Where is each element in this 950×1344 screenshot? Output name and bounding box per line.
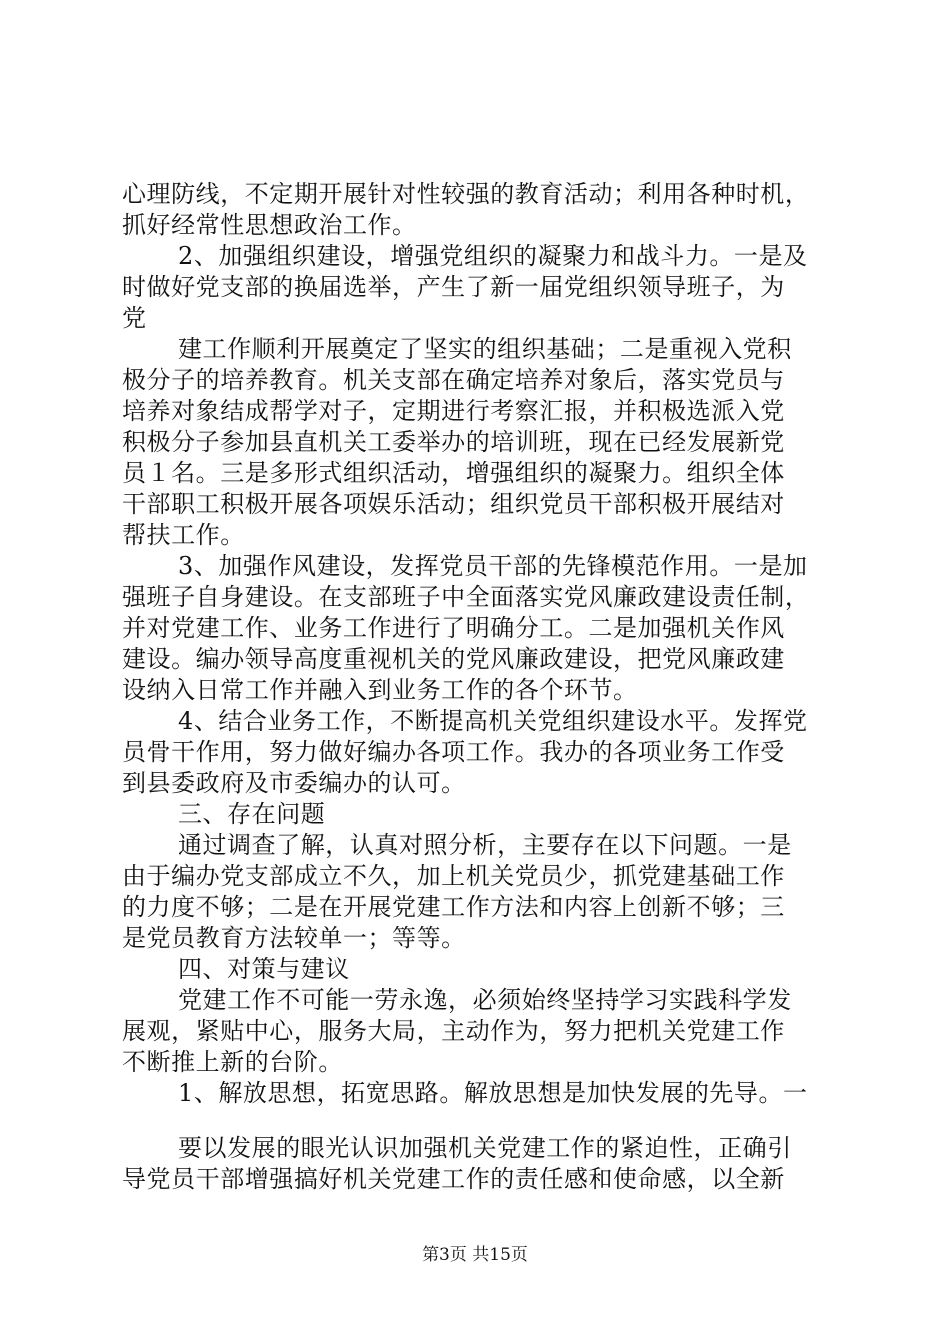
text-line: 时做好党支部的换届选举，产生了新一届党组织领导班子，为 <box>122 273 785 301</box>
text-line: 员骨干作用，努力做好编办各项工作。我办的各项业务工作受 <box>122 738 785 766</box>
section-heading: 三、存在问题 <box>178 800 326 828</box>
text-line: 员１名。三是多形式组织活动，增强组织的凝聚力。组织全体 <box>122 459 785 487</box>
text-line: 设纳入日常工作并融入到业务工作的各个环节。 <box>122 676 638 704</box>
text-line: 建设。编办领导高度重视机关的党风廉政建设，把党风廉政建 <box>122 645 785 673</box>
text-line: 要以发展的眼光认识加强机关党建工作的紧迫性，正确引 <box>178 1134 792 1162</box>
section-heading: 四、对策与建议 <box>178 955 350 983</box>
text-line: 心理防线，不定期开展针对性较强的教育活动；利用各种时机， <box>122 180 810 208</box>
text-line: 建工作顺利开展奠定了坚实的组织基础；二是重视入党积 <box>178 335 792 363</box>
page-number: 第3页 共15页 <box>422 1245 528 1265</box>
text-line: 通过调查了解，认真对照分析，主要存在以下问题。一是 <box>178 831 792 859</box>
text-line: 到县委政府及市委编办的认可。 <box>122 769 466 797</box>
text-line: 导党员干部增强搞好机关党建工作的责任感和使命感，以全新 <box>122 1165 785 1193</box>
text-line: 极分子的培养教育。机关支部在确定培养对象后，落实党员与 <box>122 366 785 394</box>
text-line: 抓好经常性思想政治工作。 <box>122 211 417 239</box>
text-line: 由于编办党支部成立不久，加上机关党员少，抓党建基础工作 <box>122 862 785 890</box>
text-line: 4、结合业务工作，不断提高机关党组织建设水平。发挥党 <box>178 707 808 735</box>
text-line: 积极分子参加县直机关工委举办的培训班，现在已经发展新党 <box>122 428 785 456</box>
text-line: 展观，紧贴中心，服务大局，主动作为，努力把机关党建工作 <box>122 1017 785 1045</box>
text-line: 培养对象结成帮学对子，定期进行考察汇报，并积极选派入党 <box>122 397 785 425</box>
text-line: 党 <box>122 304 147 332</box>
text-line: 党建工作不可能一劳永逸，必须始终坚持学习实践科学发 <box>178 986 792 1014</box>
text-line: 的力度不够；二是在开展党建工作方法和内容上创新不够；三 <box>122 893 785 921</box>
text-line: 是党员教育方法较单一；等等。 <box>122 924 466 952</box>
text-line: 不断推上新的台阶。 <box>122 1048 343 1076</box>
text-line: 干部职工积极开展各项娱乐活动；组织党员干部积极开展结对 <box>122 490 785 518</box>
text-line: 3、加强作风建设，发挥党员干部的先锋模范作用。一是加 <box>178 552 808 580</box>
text-line: 并对党建工作、业务工作进行了明确分工。二是加强机关作风 <box>122 614 785 642</box>
text-line: 强班子自身建设。在支部班子中全面落实党风廉政建设责任制， <box>122 583 810 611</box>
text-line: 1、解放思想，拓宽思路。解放思想是加快发展的先导。一 <box>178 1079 808 1107</box>
text-line: 2、加强组织建设，增强党组织的凝聚力和战斗力。一是及 <box>178 242 808 270</box>
text-line: 帮扶工作。 <box>122 521 245 549</box>
